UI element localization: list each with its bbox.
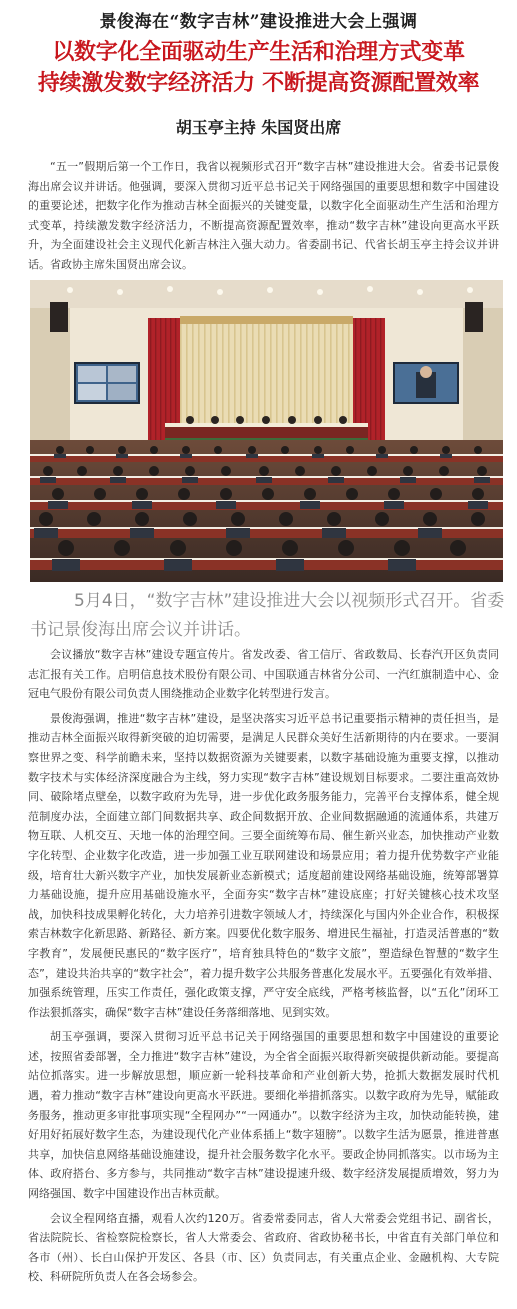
main-headline-line-1: 以数字化全面驱动生产生活和治理方式变革	[52, 40, 465, 65]
article-header	[0, 0, 517, 139]
meeting-photo-illustration	[30, 280, 503, 582]
body-paragraph-3: 胡玉亭强调，要深入贯彻习近平总书记关于网络强国的重要思想和数字中国建设的重要论述，按照省委部署，全力推进“数字吉林”建设，为全省全面振兴取得新突破提供新动能。要提高站位抓落实。进一步解放思想，顺应新一轮科技革命和产业创新大势，抢抓大数据发展时代机遇，着力推动“数字吉林”建设向更高水平跃进。要细化举措抓落实。以数字政府为先导，赋能政务服务，推动更多审批事项实现“全程网办”“一网通办”。以数字经济为主攻，加快动能转换，建好用好拓展好数字生态，为建设现代化产业体系插上“数字翅膀”。以数字生活为愿景，推进普惠共享，加快信息网络基础设施建设，提升社会服务数字化水平。要政企协同抓落实。以市场为主体、政府搭台、多方参与，共同推动“数字吉林”建设提速升级、数字经济发展提质增效，努力为网络强国、数字中国建设作出吉林贡献。	[28, 1030, 499, 1201]
photo-caption: 5月4日，“数字吉林”建设推进大会以视频形式召开。省委书记景俊海出席会议并讲话。	[30, 591, 505, 640]
body-paragraph-4: 会议全程网络直播，观看人次约120万。省委常委同志，省人大常委会党组书记、副省长，省法院院长、省检察院检察长，省人大常委会、省政府、省政协秘书长，中省直有关部门单位和各市（州）、长白山保护开发区、各县（市、区）负责同志，有关重点企业、金融机构、大专院校、科研院所负责人在各会场参会。	[28, 1211, 499, 1284]
body-paragraph-2: 景俊海强调，推进“数字吉林”建设，是坚决落实习近平总书记重要指示精神的责任担当，是推动吉林全面振兴取得新突破的迫切需要，是满足人民群众美好生活新期待的内在要求。一要洞察世界之变、科学前瞻未来，坚持以数据资源为关键要素，以数字基础设施为重要支撑，以推动数字技术与实体经济深度融合为主线，努力实现“数字吉林”建设规划目标要求。二要注重高效协同、破除堵点壁垒，以数字政府为先导，进一步优化政务服务能力，完善平台支撑体系，健全规范制度办法，全面建立部门间数据共享、政企间数据开放、企业间数据融通的流通体系，共建万物互联、人机交互、天地一体的治理空间。三要全面统筹布局、催生新兴业态，加快推动产业数字化转型、企业数字化改造，进一步加强工业互联网建设和场景应用；着力提升优势数字产业能级，培育壮大新兴数字产业，加快发展新业态新模式；适度超前建设网络基础设施，统筹部署算力基础设施，提升应用基础设施水平，全面夯实“数字吉林”建设底座；打好关键核心技术攻坚战，加快科技成果孵化转化，大力培养引进数字领域人才，持续深化与国内外企业合作，积极探索吉林数字化新思路、新路径、新方案。四要优化数字服务、增进民生福祉，打造灵活普惠的“数字教育”，发展便民惠民的“数字医疗”，培育独具特色的“数字文旅”，塑造绿色智慧的“数字生态”，建设共治共享的“数字社会”，着力提升数字公共服务普惠化发展水平。五要强化有效举措、加强系统管理，压实工作责任，强化政策支撑，严守安全底线，严格考核监督，以“五化”闭环工作法狠抓落实，确保“数字吉林”建设任务落细落地、见到实效。	[28, 711, 499, 1019]
main-headline-line-2: 持续激发数字经济活力 不断提高资源配置效率	[37, 71, 480, 96]
kicker-title: 景俊海在“数字吉林”建设推进大会上强调	[99, 12, 418, 32]
body-paragraph-1: 会议播放“数字吉林”建设专题宣传片。省发改委、省工信厅、省政数局、长春汽开区负责同志汇报有关工作。启明信息技术股份有限公司、中国联通吉林省分公司、一汽红旗制造中心、金冠电气股份有限公司负责人围绕推动企业数字化转型进行发言。	[28, 648, 499, 701]
intro-paragraph: “五一”假期后第一个工作日，我省以视频形式召开“数字吉林”建设推进大会。省委书记景俊海出席会议并讲话。他强调，要深入贯彻习近平总书记关于网络强国的重要思想和数字中国建设的重要论述，把数字化作为推动吉林全面振兴的关键变量，以数字化全面驱动生产生活和治理方式变革，持续激发数字经济活力，不断提高资源配置效率，推动“数字吉林”建设向更高水平跃升，为全面建设社会主义现代化新吉林注入强大动力。省委副书记、代省长胡玉亭主持会议并讲话。省政协主席朱国贤出席会议。	[28, 160, 499, 271]
article-body	[0, 645, 517, 1292]
byline: 胡玉亭主持 朱国贤出席	[175, 118, 342, 137]
meeting-photo	[30, 280, 503, 582]
